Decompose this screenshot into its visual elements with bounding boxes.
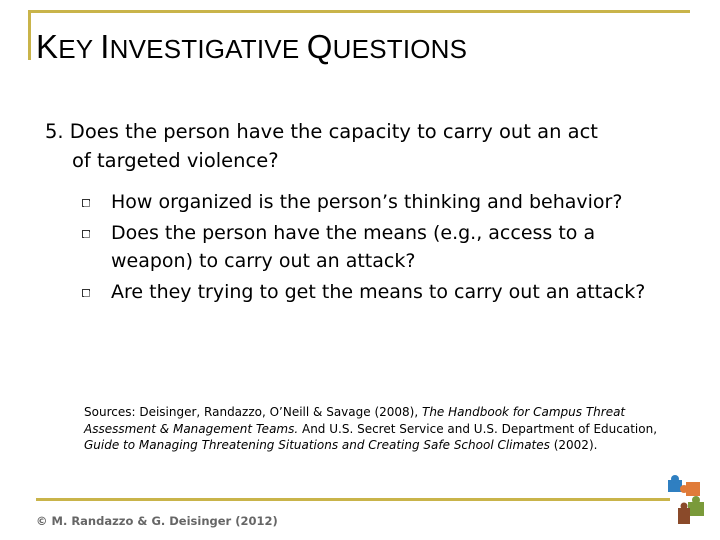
- square-bullet-icon: [82, 289, 90, 297]
- question-line-2: of targeted violence?: [72, 149, 279, 172]
- bullet-item: [82, 278, 702, 306]
- puzzle-knob-orange: [680, 485, 688, 493]
- bullet-text: Does the person have the means (e.g., access to a weapon) to carry out an attack?: [111, 222, 596, 272]
- sources-suffix: (2002).: [549, 438, 598, 452]
- question-line-1: 5. Does the person have the capacity to carry out an act: [45, 120, 598, 143]
- puzzle-knob-brown: [681, 503, 688, 510]
- question-bullets: [82, 188, 702, 309]
- title-part-ey: EY: [58, 34, 101, 64]
- title-letter-k: K: [36, 28, 59, 65]
- title-letter-i: I: [100, 28, 110, 65]
- title-letter-q: Q: [306, 28, 333, 65]
- bullet-text: Are they trying to get the means to carry out an attack?: [111, 281, 646, 303]
- bottom-border-line: [36, 498, 670, 501]
- sources-prefix: Sources: Deisinger, Randazzo, O’Neill & Savage (2008),: [84, 405, 422, 419]
- square-bullet-icon: [82, 199, 90, 207]
- puzzle-piece-orange: [686, 482, 700, 496]
- sources-middle: And U.S. Secret Service and U.S. Department of Education,: [298, 421, 658, 436]
- bullet-item: [82, 219, 702, 275]
- left-border-line: [28, 10, 31, 60]
- copyright-footer: © M. Randazzo & G. Deisinger (2012): [36, 514, 278, 528]
- puzzle-pieces-icon: [664, 474, 712, 526]
- top-border-line: [28, 10, 690, 13]
- sources-book-1: The Handbook for Campus Threat Assessment & Management Teams.: [84, 405, 626, 436]
- title-part-uestions: UESTIONS: [332, 34, 468, 64]
- title-part-nvestigative: NVESTIGATIVE: [109, 34, 307, 64]
- slide-title: [36, 28, 467, 66]
- puzzle-knob-blue: [671, 475, 679, 483]
- sources-citation: [84, 404, 694, 454]
- question-heading: [45, 117, 685, 175]
- bullet-item: [82, 188, 702, 216]
- bullet-text: How organized is the person’s thinking and behavior?: [111, 191, 623, 213]
- sources-book-2: Guide to Managing Threatening Situations and Creating Safe School Climates: [84, 438, 550, 452]
- square-bullet-icon: [82, 230, 90, 238]
- puzzle-knob-green: [692, 496, 700, 504]
- puzzle-piece-brown: [678, 508, 690, 524]
- puzzle-piece-green: [688, 502, 704, 516]
